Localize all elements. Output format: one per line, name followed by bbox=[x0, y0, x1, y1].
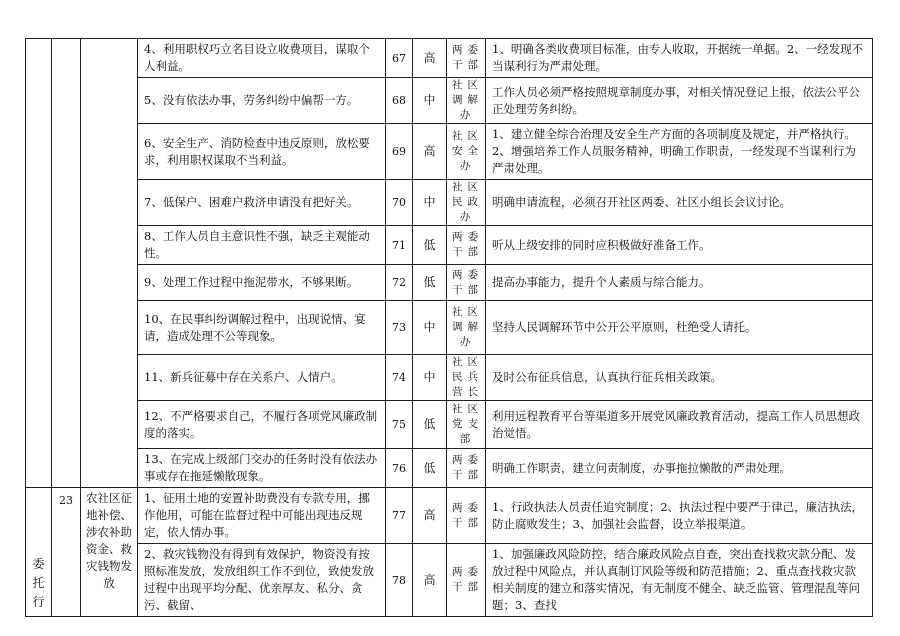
risk-level: 中 bbox=[413, 355, 447, 401]
risk-level: 低 bbox=[413, 226, 447, 265]
dept-line: 社区 bbox=[452, 403, 483, 415]
dept-line: 社区 bbox=[452, 306, 483, 318]
dept-line: 办 bbox=[459, 109, 476, 121]
dept-line: 营长 bbox=[452, 386, 483, 398]
table-row bbox=[26, 39, 873, 78]
prevention-measure: 1、明确各类收费项目标准，由专人收取，开据统一单据。2、一经发现不当谋利行为严肃处理。 bbox=[486, 39, 873, 78]
risk-number: 68 bbox=[386, 78, 413, 124]
prevention-measure: 利用远程教育平台等渠道多开展党风廉政教育活动，提高工作人员思想政治觉悟。 bbox=[486, 401, 873, 449]
risk-description: 11、新兵征募中存在关系户、人情户。 bbox=[138, 355, 386, 401]
table-row bbox=[26, 449, 873, 488]
risk-number: 71 bbox=[386, 226, 413, 265]
risk-level: 中 bbox=[413, 78, 447, 124]
seq-cell bbox=[52, 39, 81, 488]
dept-line: 干部 bbox=[452, 283, 483, 296]
dept-line: 干部 bbox=[452, 59, 483, 71]
risk-table bbox=[25, 38, 873, 617]
risk-number: 77 bbox=[386, 488, 413, 544]
dept-line: 两委 bbox=[452, 454, 483, 466]
risk-level: 高 bbox=[413, 39, 447, 78]
prevention-measure: 1、行政执法人员责任追究制度；2、执法过程中要严于律己，廉洁执法，防止腐败发生；3、加强社会监督，设立举报渠道。 bbox=[486, 488, 873, 544]
risk-description: 12、不严格要求自己，不履行各项党风廉政制度的落实。 bbox=[138, 401, 386, 449]
risk-level: 低 bbox=[413, 401, 447, 449]
responsible-dept bbox=[447, 401, 486, 449]
risk-number: 73 bbox=[386, 301, 413, 355]
dept-line: 干部 bbox=[452, 246, 483, 258]
risk-description: 5、没有依法办事，劳务纠纷中偏帮一方。 bbox=[138, 78, 386, 124]
risk-level: 中 bbox=[413, 301, 447, 355]
risk-description: 8、工作人员自主意识性不强，缺乏主观能动性。 bbox=[138, 226, 386, 265]
risk-number: 72 bbox=[386, 265, 413, 301]
table-row bbox=[26, 544, 873, 617]
table-row bbox=[26, 226, 873, 265]
risk-number: 69 bbox=[386, 124, 413, 180]
risk-description: 9、处理工作过程中拖泥带水，不够果断。 bbox=[138, 265, 386, 301]
responsible-dept bbox=[447, 78, 486, 124]
dept-line: 安全 bbox=[452, 145, 483, 157]
dept-line: 调解 bbox=[452, 94, 483, 106]
table-row bbox=[26, 265, 873, 301]
responsible-dept bbox=[447, 488, 486, 544]
responsible-dept bbox=[447, 265, 486, 301]
category-label: 委托行 bbox=[32, 557, 45, 609]
responsible-dept bbox=[447, 124, 486, 180]
table-row bbox=[26, 401, 873, 449]
dept-line: 社区 bbox=[452, 130, 483, 142]
prevention-measure: 明确工作职责，建立问责制度，办事拖拉懒散的严肃处理。 bbox=[486, 449, 873, 488]
responsible-dept bbox=[447, 226, 486, 265]
dept-line: 两委 bbox=[452, 231, 483, 243]
responsible-dept bbox=[447, 39, 486, 78]
table-row bbox=[26, 124, 873, 180]
risk-description: 6、安全生产、消防检查中违反原则，放松要求，利用职权谋取不当利益。 bbox=[138, 124, 386, 180]
risk-description: 1、征用土地的安置补助费没有专款专用，挪作他用，可能在监督过程中可能出现违反规定，依人情办事。 bbox=[138, 488, 386, 544]
dept-line: 干部 bbox=[452, 516, 483, 529]
risk-number: 70 bbox=[386, 180, 413, 226]
table-row bbox=[26, 78, 873, 124]
risk-description: 13、在完成上级部门交办的任务时没有依法办事或存在拖延懒散现象。 bbox=[138, 449, 386, 488]
risk-level: 高 bbox=[413, 488, 447, 544]
dept-line: 部 bbox=[459, 433, 476, 445]
risk-description: 4、利用职权巧立名目设立收费项目，谋取个人利益。 bbox=[138, 39, 386, 78]
dept-line: 干部 bbox=[452, 581, 483, 593]
risk-level: 低 bbox=[413, 449, 447, 488]
risk-number: 67 bbox=[386, 39, 413, 78]
risk-level: 高 bbox=[413, 124, 447, 180]
prevention-measure: 提高办事能力，提升个人素质与综合能力。 bbox=[486, 265, 873, 301]
table-row bbox=[26, 301, 873, 355]
risk-number: 78 bbox=[386, 544, 413, 617]
dept-line: 调解 bbox=[452, 321, 483, 333]
dept-line: 社区 bbox=[452, 356, 483, 368]
table-row bbox=[26, 355, 873, 401]
risk-description: 10、在民事纠纷调解过程中，出现说情、宴请，造成处理不公等现象。 bbox=[138, 301, 386, 355]
responsible-dept bbox=[447, 301, 486, 355]
risk-number: 74 bbox=[386, 355, 413, 401]
dept-line: 党支 bbox=[452, 418, 483, 430]
dept-line: 两委 bbox=[452, 566, 483, 578]
dept-line: 办 bbox=[459, 160, 476, 172]
risk-level: 低 bbox=[413, 265, 447, 301]
responsible-dept bbox=[447, 449, 486, 488]
dept-line: 干部 bbox=[452, 469, 483, 481]
dept-line: 办 bbox=[459, 336, 476, 348]
dept-line: 两委 bbox=[452, 501, 483, 514]
prevention-measure: 及时公布征兵信息，认真执行征兵相关政策。 bbox=[486, 355, 873, 401]
dept-line: 民政 bbox=[452, 196, 483, 208]
risk-number: 76 bbox=[386, 449, 413, 488]
risk-number: 75 bbox=[386, 401, 413, 449]
item-cell: 农社区征地补偿、涉农补助资金、救灾钱物发放 bbox=[81, 488, 138, 617]
dept-line: 两委 bbox=[452, 44, 483, 56]
dept-line: 社区 bbox=[452, 181, 483, 193]
responsible-dept bbox=[447, 544, 486, 617]
responsible-dept bbox=[447, 180, 486, 226]
prevention-measure: 工作人员必须严格按照规章制度办事，对相关情况登记上报，依法公平公正处理劳务纠纷。 bbox=[486, 78, 873, 124]
dept-line: 社区 bbox=[452, 79, 483, 91]
risk-description: 7、低保户、困难户救济申请没有把好关。 bbox=[138, 180, 386, 226]
risk-description: 2、救灾钱物没有得到有效保护，物资没有按照标准发放，发放组织工作不到位，致使发放过程中出现平均分配、优亲厚友、私分、贪污、截留、 bbox=[138, 544, 386, 617]
responsible-dept bbox=[447, 355, 486, 401]
risk-level: 中 bbox=[413, 180, 447, 226]
category-cell bbox=[26, 488, 52, 617]
prevention-measure: 听从上级安排的同时应积极做好准备工作。 bbox=[486, 226, 873, 265]
risk-level: 高 bbox=[413, 544, 447, 617]
seq-cell: 23 bbox=[52, 488, 81, 617]
prevention-measure: 明确申请流程，必须召开社区两委、社区小组长会议讨论。 bbox=[486, 180, 873, 226]
category-cell bbox=[26, 39, 52, 488]
prevention-measure: 1、建立健全综合治理及安全生产方面的各项制度及规定，并严格执行。2、增强培养工作人员服务精神，明确工作职责，一经发现不当谋利行为严肃处理。 bbox=[486, 124, 873, 180]
prevention-measure: 1、加强廉政风险防控，结合廉政风险点自查，突出查找救灾款分配、发放过程中风险点，并认真制订风险等级和防范措施；2、重点查找救灾款相关制度的建立和落实情况，有无制度不健全、缺乏监管、管理混乱等问题；3、查找 bbox=[486, 544, 873, 617]
dept-line: 办 bbox=[459, 211, 476, 223]
item-cell bbox=[81, 39, 138, 488]
table-row bbox=[26, 488, 873, 544]
prevention-measure: 坚持人民调解环节中公开公平原则，杜绝受人请托。 bbox=[486, 301, 873, 355]
dept-line: 两委 bbox=[452, 268, 483, 281]
table-row bbox=[26, 180, 873, 226]
dept-line: 民兵 bbox=[452, 371, 483, 383]
